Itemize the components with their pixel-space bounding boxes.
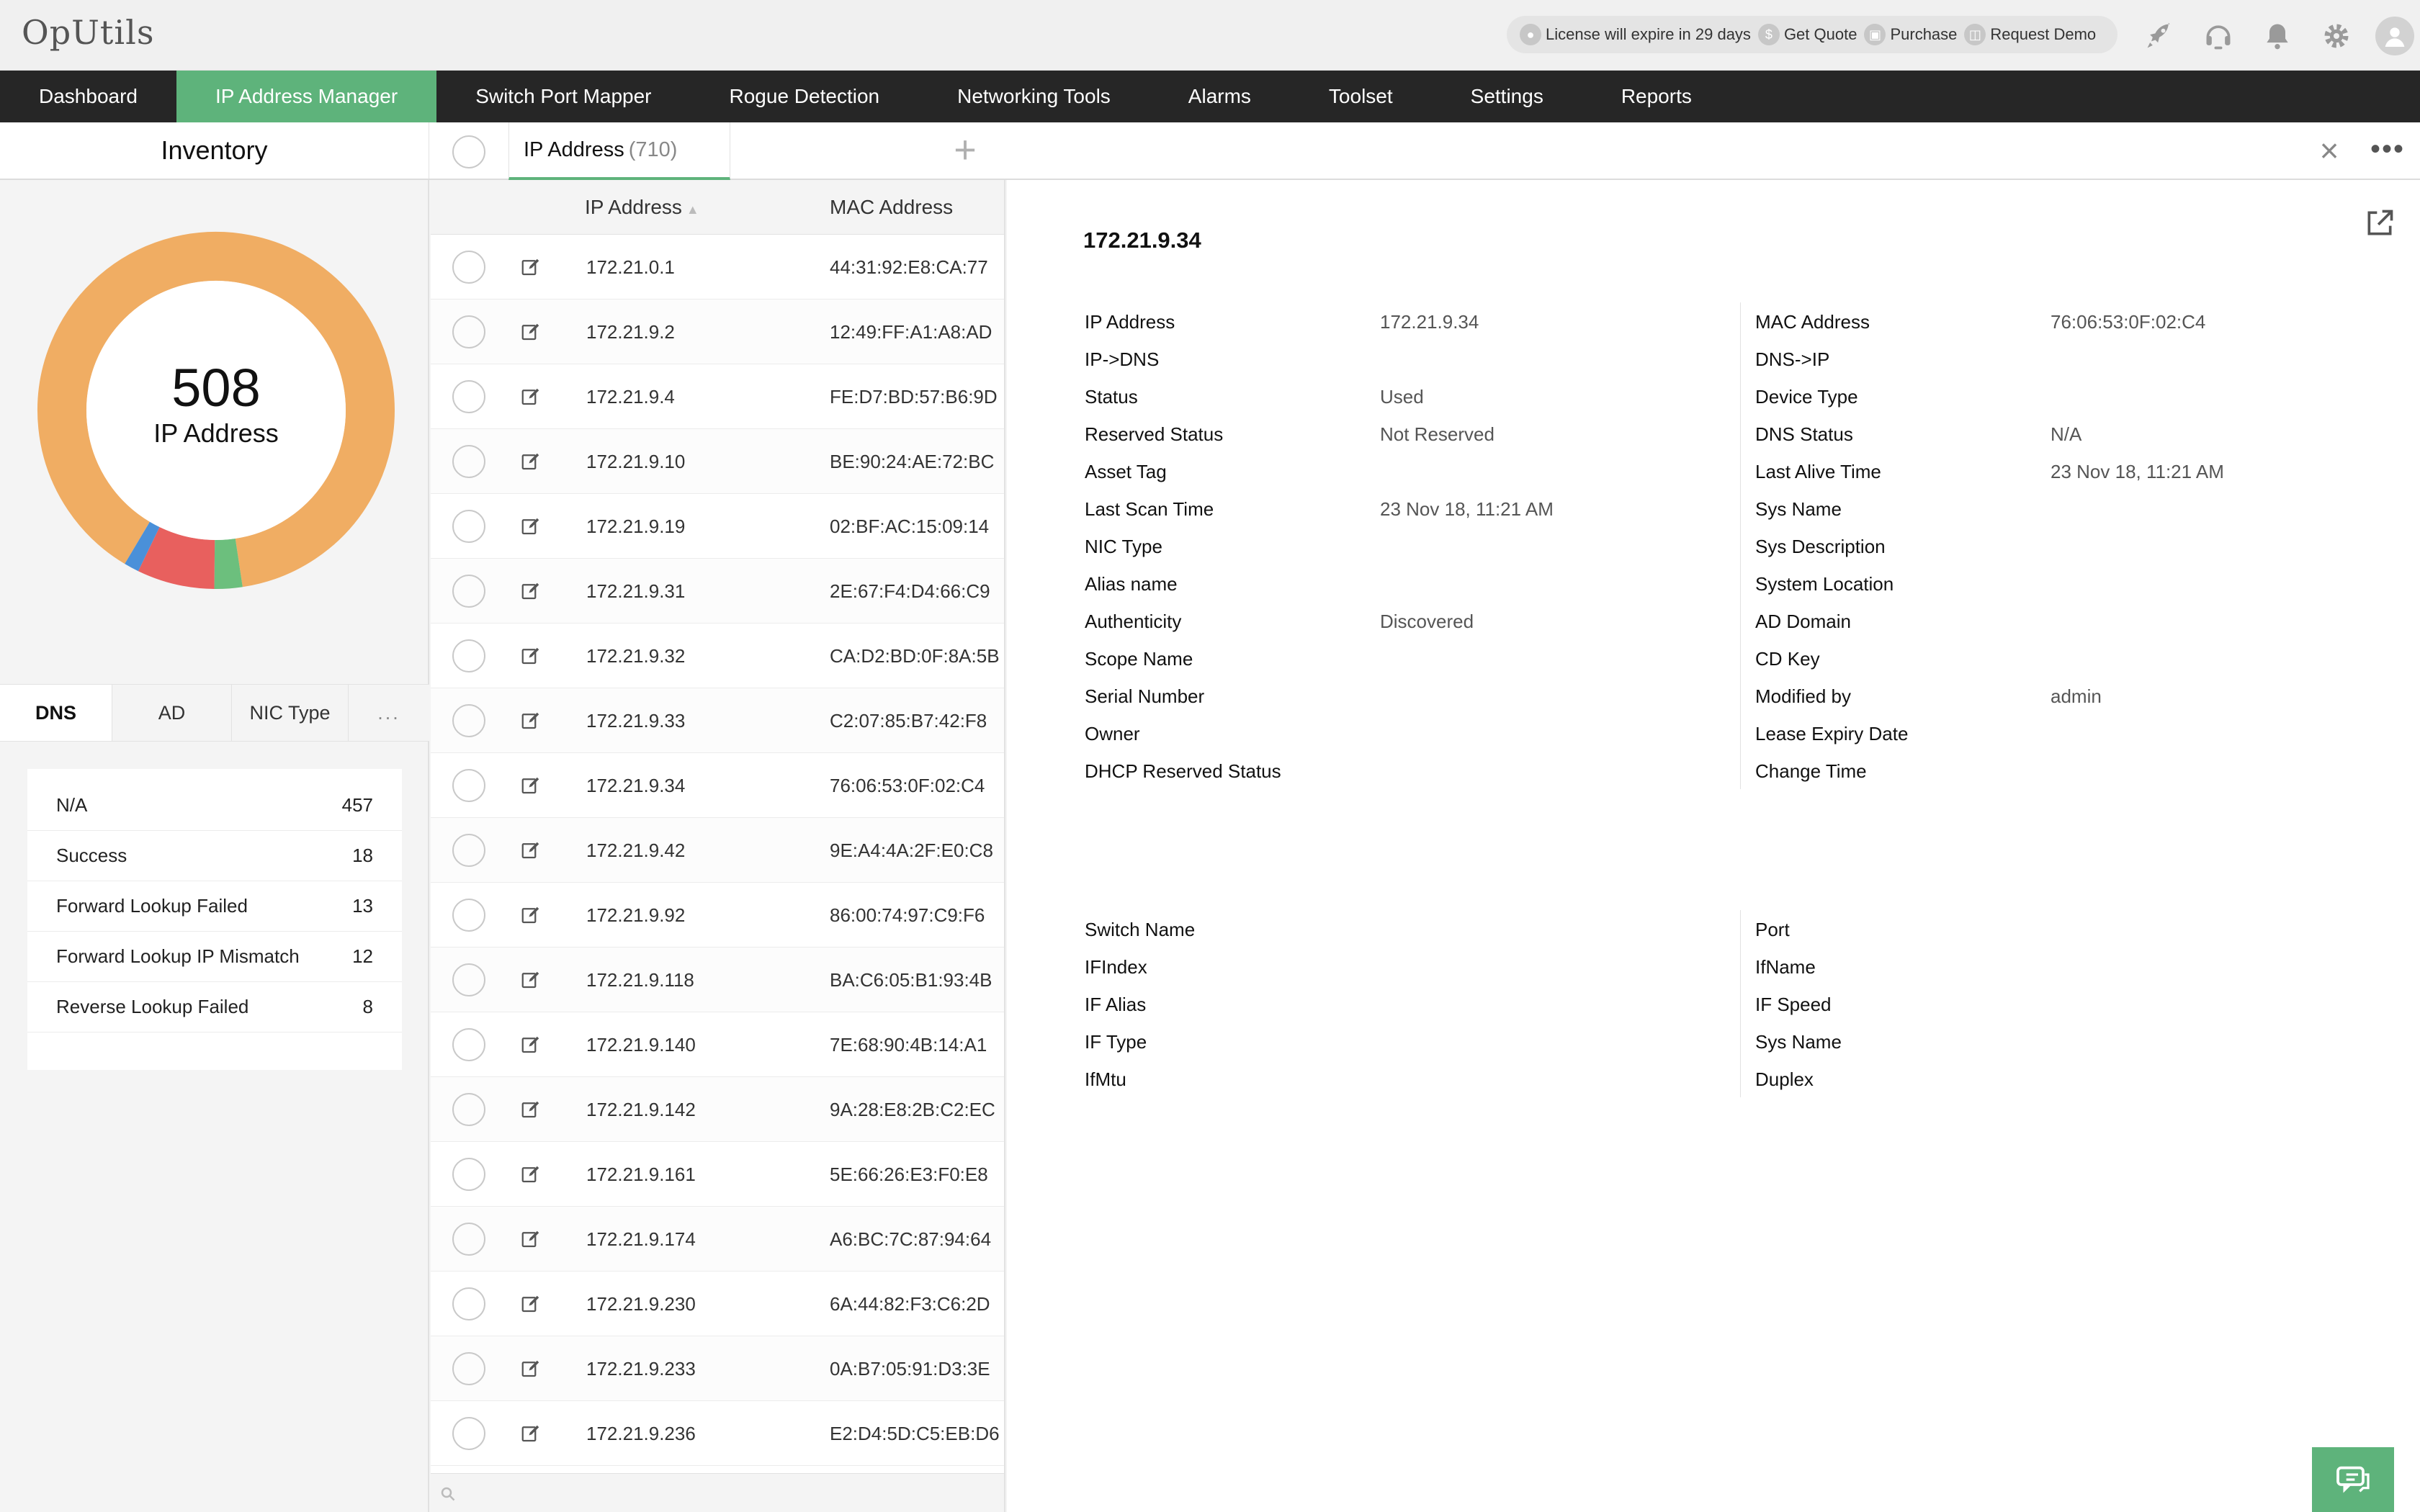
nav-toolset[interactable]: Toolset (1328, 85, 1393, 107)
detail-value: 76:06:53:0F:02:C4 (2051, 311, 2206, 333)
chat-icon (2333, 1459, 2373, 1500)
table-row[interactable] (431, 1077, 1004, 1142)
detail-row (1755, 340, 2388, 377)
row-select-radio[interactable] (452, 899, 485, 932)
nav-settings[interactable]: Settings (1470, 85, 1543, 107)
ip-address-cell: 172.21.9.32 (586, 645, 686, 667)
detail-row (1085, 602, 1733, 639)
detail-row (1755, 415, 2388, 452)
table-row[interactable] (431, 1012, 1004, 1077)
table-row[interactable] (431, 494, 1004, 559)
row-select-radio[interactable] (452, 1028, 485, 1061)
top-header (0, 0, 2420, 71)
dns-status-label: N/A (56, 794, 88, 816)
mac-address-cell: 2E:67:F4:D4:66:C9 (830, 580, 990, 602)
detail-label: Scope Name (1085, 648, 1193, 670)
gear-icon[interactable] (2316, 16, 2357, 56)
detail-row (1755, 714, 2388, 752)
detail-row (1085, 415, 1733, 452)
ip-address-tab[interactable] (508, 122, 730, 180)
dns-status-count: 8 (362, 996, 373, 1017)
detail-label: NIC Type (1085, 536, 1162, 557)
main-nav (0, 71, 2420, 122)
search-icon[interactable] (439, 1485, 457, 1503)
ip-address-cell: 172.21.9.4 (586, 386, 675, 408)
dns-status-count: 13 (352, 895, 373, 917)
ip-address-cell: 172.21.9.92 (586, 904, 686, 926)
detail-row (1085, 564, 1733, 602)
detail-label: Sys Name (1755, 1031, 1842, 1053)
detail-value: Discovered (1380, 611, 1474, 632)
dns-status-row[interactable] (27, 831, 402, 881)
detail-value: 23 Nov 18, 11:21 AM (2051, 461, 2224, 482)
detail-row (1755, 452, 2388, 490)
dns-status-label: Reverse Lookup Failed (56, 996, 249, 1017)
table-row[interactable] (431, 300, 1004, 364)
detail-value: Not Reserved (1380, 423, 1494, 445)
row-select-radio[interactable] (452, 1417, 485, 1450)
chat-button[interactable] (2312, 1447, 2394, 1512)
detail-row (1755, 490, 2388, 527)
detail-label: IfMtu (1085, 1068, 1126, 1090)
edit-icon[interactable] (520, 1164, 542, 1185)
detail-label: AD Domain (1755, 611, 1851, 632)
detail-row (1085, 1022, 1733, 1060)
tab-row (0, 122, 2420, 180)
detail-label: Authenticity (1085, 611, 1182, 632)
table-row[interactable] (431, 624, 1004, 688)
rocket-icon[interactable] (2139, 16, 2179, 56)
detail-label: DHCP Reserved Status (1085, 760, 1281, 782)
ip-address-cell: 172.21.9.118 (586, 969, 694, 991)
table-row[interactable] (431, 948, 1004, 1012)
mac-address-cell: BA:C6:05:B1:93:4B (830, 969, 992, 991)
table-row[interactable] (431, 818, 1004, 883)
cart-icon: ▣ (1864, 24, 1886, 45)
edit-icon[interactable] (520, 840, 542, 861)
table-row[interactable] (431, 1401, 1004, 1466)
license-notice[interactable]: ● License will expire in 29 days (1520, 24, 1751, 45)
nav-reports[interactable]: Reports (1621, 85, 1692, 107)
edit-icon[interactable] (520, 256, 542, 278)
row-select-radio[interactable] (452, 1223, 485, 1256)
row-select-radio[interactable] (452, 769, 485, 802)
edit-icon[interactable] (520, 1293, 542, 1315)
detail-label: IF Alias (1085, 994, 1147, 1015)
close-icon[interactable]: × (2319, 132, 2339, 169)
table-row[interactable] (431, 1336, 1004, 1401)
detail-label: Asset Tag (1085, 461, 1167, 482)
mac-address-cell: E2:D4:5D:C5:EB:D6 (830, 1423, 1000, 1444)
table-row[interactable] (431, 753, 1004, 818)
edit-icon[interactable] (520, 580, 542, 602)
column-header-mac[interactable]: MAC Address (830, 196, 954, 218)
table-row[interactable] (431, 429, 1004, 494)
detail-label: Port (1755, 919, 1790, 940)
detail-label: MAC Address (1755, 311, 1870, 333)
detail-label: IP->DNS (1085, 348, 1160, 370)
dns-status-row[interactable] (27, 932, 402, 982)
detail-label: CD Key (1755, 648, 1820, 670)
detail-label: DNS->IP (1755, 348, 1830, 370)
row-select-radio[interactable] (452, 1093, 485, 1126)
edit-icon[interactable] (520, 904, 542, 926)
detail-value: admin (2051, 685, 2102, 707)
detail-label: Switch Name (1085, 919, 1196, 940)
detail-row (1085, 1060, 1733, 1097)
inventory-tab[interactable]: Inventory (0, 122, 429, 179)
ip-summary-donut (29, 223, 403, 598)
detail-label: Duplex (1755, 1068, 1814, 1090)
table-row[interactable] (431, 1207, 1004, 1272)
edit-icon[interactable] (520, 1358, 542, 1380)
dns-status-row[interactable] (27, 982, 402, 1032)
ip-address-cell: 172.21.9.233 (586, 1358, 696, 1380)
mac-address-cell: A6:BC:7C:87:94:64 (830, 1228, 992, 1250)
detail-label: DNS Status (1755, 423, 1853, 445)
list-header (431, 180, 1004, 235)
ip-list-body (431, 235, 1004, 1466)
detail-row (1755, 985, 2388, 1022)
mac-address-cell: 86:00:74:97:C9:F6 (830, 904, 985, 926)
row-select-radio[interactable] (452, 315, 485, 348)
bell-icon[interactable] (2257, 16, 2298, 56)
detail-row (1085, 340, 1733, 377)
ip-address-cell: 172.21.9.142 (586, 1099, 696, 1120)
get-quote-link[interactable]: $ Get Quote (1758, 24, 1857, 45)
edit-icon[interactable] (520, 516, 542, 537)
ip-address-cell: 172.21.9.140 (586, 1034, 696, 1056)
mac-address-cell: 44:31:92:E8:CA:77 (830, 256, 988, 278)
edit-icon[interactable] (520, 1228, 542, 1250)
mac-address-cell: C2:07:85:B7:42:F8 (830, 710, 987, 732)
detail-value: 172.21.9.34 (1380, 311, 1479, 333)
edit-icon[interactable] (520, 775, 542, 796)
nav-switch-port-mapper[interactable]: Switch Port Mapper (475, 85, 652, 107)
dns-status-row[interactable] (27, 881, 402, 932)
detail-row (1085, 490, 1733, 527)
detail-row (1755, 602, 2388, 639)
detail-label: Modified by (1755, 685, 1851, 707)
detail-row (1085, 377, 1733, 415)
edit-icon[interactable] (520, 386, 542, 408)
license-icon: ● (1520, 24, 1541, 45)
detail-row (1085, 948, 1733, 985)
detail-label: Status (1085, 386, 1138, 408)
detail-label: Reserved Status (1085, 423, 1224, 445)
table-row[interactable] (431, 883, 1004, 948)
detail-row (1755, 377, 2388, 415)
detail-label: IP Address (1085, 311, 1175, 333)
detail-row (1755, 527, 2388, 564)
ip-address-cell: 172.21.9.42 (586, 840, 686, 861)
detail-row (1755, 752, 2388, 789)
subtab-nic-type[interactable]: NIC Type (232, 685, 349, 741)
ip-address-cell: 172.21.9.34 (586, 775, 686, 796)
row-select-radio[interactable] (452, 639, 485, 672)
detail-row (1755, 1022, 2388, 1060)
detail-label: System Location (1755, 573, 1894, 595)
dns-status-label: Forward Lookup IP Mismatch (56, 945, 300, 967)
ip-address-cell: 172.21.9.174 (586, 1228, 696, 1250)
detail-row (1085, 985, 1733, 1022)
subtab-dns[interactable]: DNS (0, 685, 112, 741)
row-select-radio[interactable] (452, 251, 485, 284)
detail-row (1755, 302, 2388, 340)
dollar-icon: $ (1758, 24, 1780, 45)
mac-address-cell: 12:49:FF:A1:A8:AD (830, 321, 992, 343)
mac-address-cell: FE:D7:BD:57:B6:9D (830, 386, 998, 408)
detail-row (1085, 910, 1733, 948)
detail-row (1085, 452, 1733, 490)
detail-label: IF Type (1085, 1031, 1147, 1053)
ip-detail-panel (1007, 180, 2420, 1512)
ip-list-panel (431, 180, 1005, 1512)
detail-row (1085, 527, 1733, 564)
row-select-radio[interactable] (452, 575, 485, 608)
app-logo[interactable]: OpUtils (22, 13, 155, 52)
detail-label: Owner (1085, 723, 1140, 744)
detail-row (1085, 714, 1733, 752)
ip-tab-count: (710) (628, 138, 678, 161)
mac-address-cell: BE:90:24:AE:72:BC (830, 451, 995, 472)
license-bar (1507, 16, 2118, 53)
headset-icon[interactable] (2198, 16, 2238, 56)
detail-label: Sys Description (1755, 536, 1886, 557)
user-avatar[interactable] (2375, 17, 2414, 55)
edit-icon[interactable] (520, 645, 542, 667)
detail-row (1085, 677, 1733, 714)
detail-row (1085, 639, 1733, 677)
detail-value: N/A (2051, 423, 2082, 445)
mac-address-cell: 7E:68:90:4B:14:A1 (830, 1034, 987, 1056)
subtab-ad[interactable]: AD (112, 685, 232, 741)
mac-address-cell: CA:D2:BD:0F:8A:5B (830, 645, 1000, 667)
detail-row (1085, 752, 1733, 789)
mac-address-cell: 9E:A4:4A:2F:E0:C8 (830, 840, 993, 861)
detail-label: Device Type (1755, 386, 1858, 408)
nav-ip-address-manager[interactable]: IP Address Manager (176, 71, 436, 122)
detail-row (1755, 1060, 2388, 1097)
edit-icon[interactable] (520, 1099, 542, 1120)
row-select-radio[interactable] (452, 1158, 485, 1191)
row-select-radio[interactable] (452, 704, 485, 737)
detail-row (1755, 910, 2388, 948)
dns-status-label: Success (56, 845, 127, 866)
nav-rogue-detection[interactable]: Rogue Detection (729, 85, 880, 107)
demo-icon: ◫ (1964, 24, 1986, 45)
edit-icon[interactable] (520, 321, 542, 343)
purchase-link[interactable]: ▣ Purchase (1864, 24, 1957, 45)
edit-icon[interactable] (520, 451, 542, 472)
ip-address-cell: 172.21.0.1 (586, 256, 675, 278)
dns-status-count: 18 (352, 845, 373, 866)
dns-status-list (27, 769, 402, 1070)
detail-label: Change Time (1755, 760, 1867, 782)
edit-icon[interactable] (520, 1423, 542, 1444)
table-row[interactable] (431, 364, 1004, 429)
mac-address-cell: 02:BF:AC:15:09:14 (830, 516, 990, 537)
dns-status-count: 457 (341, 794, 373, 816)
ip-tab-label: IP Address (524, 138, 624, 161)
list-footer (431, 1473, 1004, 1512)
mac-address-cell: 6A:44:82:F3:C6:2D (830, 1293, 990, 1315)
row-select-radio[interactable] (452, 963, 485, 996)
mac-address-cell: 76:06:53:0F:02:C4 (830, 775, 985, 796)
detail-row (1755, 948, 2388, 985)
detail-label: Sys Name (1755, 498, 1842, 520)
detail-row (1755, 639, 2388, 677)
detail-row (1755, 677, 2388, 714)
detail-label: Serial Number (1085, 685, 1205, 707)
table-row[interactable] (431, 235, 1004, 300)
detail-label: IF Speed (1755, 994, 1832, 1015)
detail-label: IFIndex (1085, 956, 1147, 978)
row-select-radio[interactable] (452, 445, 485, 478)
detail-label: Last Scan Time (1085, 498, 1214, 520)
table-row[interactable] (431, 1142, 1004, 1207)
dns-status-label: Forward Lookup Failed (56, 895, 248, 917)
row-select-radio[interactable] (452, 380, 485, 413)
detail-label: IfName (1755, 956, 1816, 978)
mac-address-cell: 0A:B7:05:91:D3:3E (830, 1358, 990, 1380)
ip-address-cell: 172.21.9.31 (586, 580, 686, 602)
edit-icon[interactable] (520, 710, 542, 732)
request-demo-link[interactable]: ◫ Request Demo (1964, 24, 2096, 45)
add-tab-icon[interactable]: + (954, 128, 977, 171)
ip-address-cell: 172.21.9.2 (586, 321, 675, 343)
ip-address-cell: 172.21.9.33 (586, 710, 686, 732)
subtab-more-icon[interactable]: ... (377, 701, 400, 724)
ip-address-cell: 172.21.9.236 (586, 1423, 696, 1444)
table-row[interactable] (431, 559, 1004, 624)
detail-row (1085, 302, 1733, 340)
open-external-icon[interactable] (2364, 207, 2396, 239)
column-header-ip[interactable]: IP Address ▲ (585, 196, 699, 218)
detail-label: Last Alive Time (1755, 461, 1881, 482)
table-row[interactable] (431, 1272, 1004, 1336)
ip-address-cell: 172.21.9.230 (586, 1293, 696, 1315)
row-select-radio[interactable] (452, 1287, 485, 1320)
table-row[interactable] (431, 688, 1004, 753)
row-select-radio[interactable] (452, 510, 485, 543)
detail-label: Alias name (1085, 573, 1178, 595)
ip-address-cell: 172.21.9.19 (586, 516, 686, 537)
row-select-radio[interactable] (452, 1352, 485, 1385)
ip-address-cell: 172.21.9.161 (586, 1164, 696, 1185)
nav-networking-tools[interactable]: Networking Tools (957, 85, 1111, 107)
detail-title: 172.21.9.34 (1083, 228, 1201, 253)
mac-address-cell: 9A:28:E8:2B:C2:EC (830, 1099, 995, 1120)
edit-icon[interactable] (520, 969, 542, 991)
detail-label: Lease Expiry Date (1755, 723, 1909, 744)
total-label: IP Address (153, 418, 279, 448)
row-select-radio[interactable] (452, 834, 485, 867)
edit-icon[interactable] (520, 1034, 542, 1056)
dns-status-row[interactable] (27, 780, 402, 831)
nav-alarms[interactable]: Alarms (1188, 85, 1251, 107)
select-all-radio[interactable] (452, 135, 485, 168)
detail-row (1755, 564, 2388, 602)
dns-status-count: 12 (352, 945, 373, 967)
nav-dashboard[interactable]: Dashboard (39, 85, 138, 107)
inventory-panel (0, 180, 429, 1512)
total-count: 508 (171, 358, 261, 418)
ip-address-cell: 172.21.9.10 (586, 451, 686, 472)
mac-address-cell: 5E:66:26:E3:F0:E8 (830, 1164, 988, 1185)
detail-value: 23 Nov 18, 11:21 AM (1380, 498, 1554, 520)
sort-icon: ▲ (686, 202, 699, 217)
detail-value: Used (1380, 386, 1424, 408)
summary-subtabs (0, 684, 429, 742)
more-options-icon[interactable]: ••• (2370, 133, 2405, 165)
